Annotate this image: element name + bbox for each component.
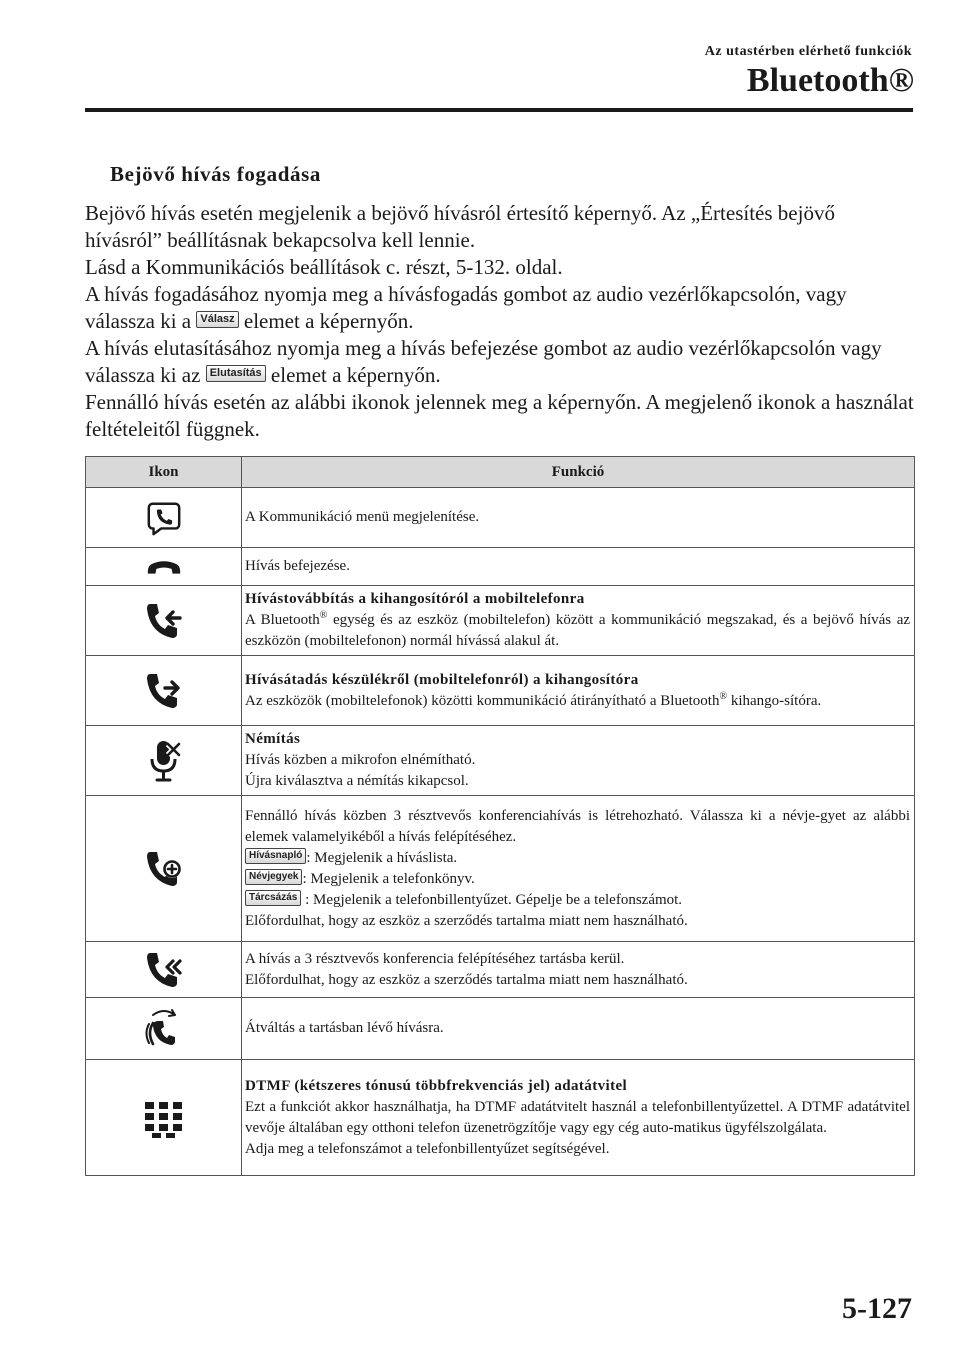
communication-menu-icon [145,499,183,537]
row-title: Némítás [245,731,301,747]
function-cell [242,656,915,726]
table-header-row [86,457,915,488]
dial-chip: Tárcsázás [245,890,301,906]
row-text: Újra kiválasztva a némítás kikapcsol. [245,773,469,789]
table-row [86,488,915,548]
table-row [86,586,915,656]
page-number: 5-127 [842,1292,912,1325]
header-function: Funkció [242,457,915,488]
paragraph-1: Bejövő hívás esetén megjelenik a bejövő hívásról értesítő képernyő. Az „Értesítés bejövő hívásról” beállításnak bekapcsolva kell lennie. [85,201,835,252]
reject-button-chip: Elutasítás [206,365,266,382]
section-title: Bejövő hívás fogadása [110,162,321,186]
row-title: Hívástovábbítás a kihangosítóról a mobiltelefonra [245,591,585,607]
paragraph-3-text: A hívás fogadásához nyomja meg a hívásfogadás gombot az audio vezérlőkapcsolón, vagy válassza ki a [85,282,847,333]
swap-calls-icon [144,1006,184,1052]
add-call-icon [144,848,184,890]
answer-button-chip: Válasz [196,311,238,328]
paragraph-2: Lásd a Kommunikációs beállítások c. részt, 5-132. oldal. [85,255,563,279]
row-text: Ezt a funkciót akkor használhatja, ha DTMF adatátvitelt használ a telefonbillentyűzettel. A DTMF adatátvitel vevője általában egy otthoni telefon üzenetrögzítője vagy egy cég auto-matikus ügyfélszolgálata. [245,1098,910,1136]
icon-function-table [85,456,915,1176]
icon-cell [86,586,242,656]
chapter-title: Bluetooth® [746,62,914,99]
table-row [86,1060,915,1176]
icon-cell [86,548,242,586]
function-cell [242,726,915,796]
row-text: Adja meg a telefonszámot a telefonbillentyűzet segítségével. [245,1140,610,1157]
paragraph-3 [85,281,915,335]
function-cell [242,1060,915,1176]
paragraph-4-text: A hívás elutasításához nyomja meg a hívás befejezése gombot az audio vezérlőkapcsolón vagy válassza ki az [85,336,882,387]
function-cell [242,796,915,942]
row-note: Előfordulhat, hogy az eszköz a szerződés tartalma miatt nem használható. [245,912,688,929]
function-cell: Hívás befejezése. [242,548,915,586]
body-text [85,200,915,443]
registered-mark: ® [319,610,328,621]
transfer-to-phone-icon [144,600,184,642]
icon-cell [86,1060,242,1176]
icon-cell [86,998,242,1060]
row-text: Hívás közben a mikrofon elnémítható. [245,752,476,768]
dial-text: : Megjelenik a telefonbillentyűzet. Gépelje be a telefonszámot. [301,891,683,908]
chapter-subtitle: Az utastérben elérhető funkciók [704,44,912,59]
icon-cell [86,726,242,796]
contacts-line [245,869,910,890]
end-call-icon [145,556,183,578]
function-cell [242,942,915,998]
mute-microphone-icon [147,738,181,784]
row-text: Az eszközök (mobiltelefonok) közötti kommunikáció átirányítható a Bluetooth [245,692,720,709]
table-row [86,998,915,1060]
paragraph-5: Fennálló hívás esetén az alábbi ikonok jelennek meg a képernyőn. A megjelenő ikonok a használat feltételeitől függnek. [85,390,914,441]
keypad-icon [141,1098,187,1138]
row-text-tail: kihango-sítóra. [727,692,822,709]
paragraph-4-tail: elemet a képernyőn. [265,363,441,387]
icon-cell [86,656,242,726]
call-log-chip: Hívásnapló [245,848,306,864]
table-row [86,942,915,998]
icon-cell [86,488,242,548]
icon-cell [86,796,242,942]
call-log-text: : Megjelenik a híváslista. [306,849,458,866]
row-title: DTMF (kétszeres tónusú többfrekvenciás jel) adatátvitel [245,1077,628,1094]
icon-cell [86,942,242,998]
function-cell [242,586,915,656]
row-text: A Bluetooth [245,612,320,628]
contacts-chip: Névjegyek [245,869,302,885]
function-cell: A Kommunikáció menü megjelenítése. [242,488,915,548]
table-row [86,548,915,586]
paragraph-3-tail: elemet a képernyőn. [238,309,414,333]
transfer-to-handsfree-icon [144,670,184,712]
header-rule [85,108,913,112]
row-text: Fennálló hívás közben 3 résztvevős konferenciahívás is létrehozható. Válassza ki a névje-gyet az alábbi elemek valamelyikéből a hívás felépítéséhez. [245,807,910,845]
row-note: Előfordulhat, hogy az eszköz a szerződés tartalma miatt nem használható. [245,971,688,988]
row-text: A hívás a 3 résztvevős konferencia felépítéséhez tartásba kerül. [245,950,625,967]
contacts-text: : Megjelenik a telefonkönyv. [302,870,475,887]
row-text-tail: egység és az eszköz (mobiltelefon) között a kommunikáció megszakad, és a bejövő hívás az eszközön (mobiltelefonon) normál hívássá alakul át. [245,612,911,649]
table-row [86,726,915,796]
paragraph-4 [85,335,915,389]
table-row [86,656,915,726]
dial-line [245,890,910,911]
function-cell: Átváltás a tartásban lévő hívásra. [242,998,915,1060]
table-row [86,796,915,942]
header-icon: Ikon [86,457,242,488]
registered-mark: ® [719,690,728,702]
merge-calls-icon [144,949,184,991]
row-title: Hívásátadás készülékről (mobiltelefonról) a kihangosítóra [245,671,639,688]
call-log-line [245,848,910,869]
